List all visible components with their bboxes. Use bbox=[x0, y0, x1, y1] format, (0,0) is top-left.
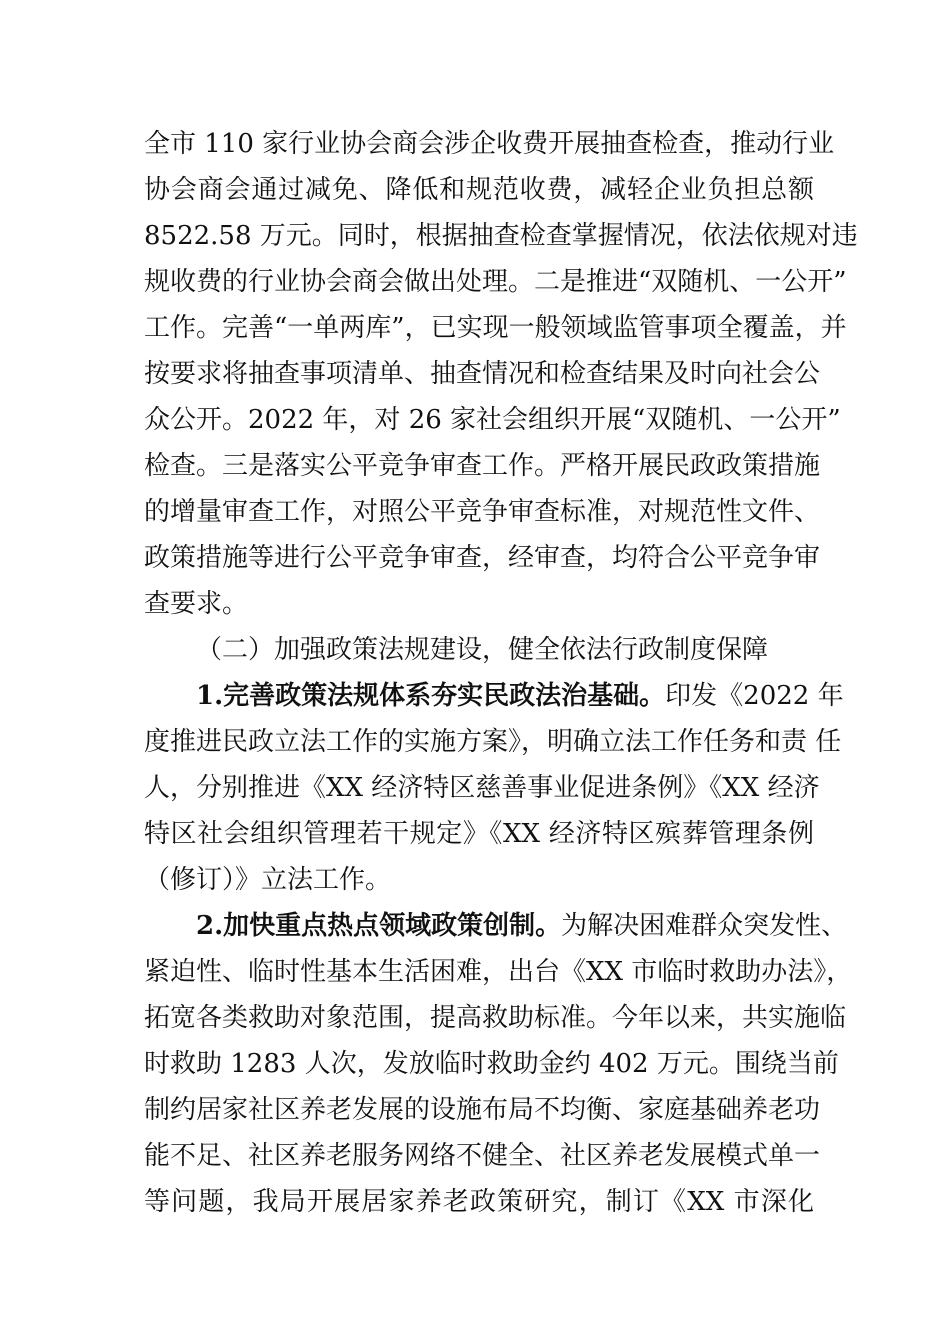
item-2-first-line bbox=[196, 903, 848, 949]
paragraph-line: 能不足、社区养老服务网络不健全、社区养老发展模式单一 bbox=[144, 1141, 821, 1171]
paragraph-line: 规收费的行业协会商会做出处理。二是推进“双随机、一公开” bbox=[144, 267, 847, 297]
paragraph-line: 工作。完善“一单两库”，已实现一般领域监管事项全覆盖，并 bbox=[144, 313, 847, 343]
item-1-title: 1.完善政策法规体系夯实民政法治基础。 bbox=[196, 681, 666, 711]
paragraph-line: 紧迫性、临时性基本生活困难，出台《XX 市临时救助办法》， bbox=[144, 957, 853, 987]
item-2-title: 2.加快重点热点领域政策创制。 bbox=[196, 911, 562, 941]
paragraph-line: 的增量审查工作，对照公平竞争审查标准，对规范性文件、 bbox=[144, 497, 821, 527]
paragraph-line: 特区社会组织管理若干规定》《XX 经济特区殡葬管理条例 bbox=[144, 819, 814, 849]
paragraph-line: （修订）》立法工作。 bbox=[144, 865, 392, 895]
paragraph-line: 制约居家社区养老发展的设施布局不均衡、家庭基础养老功 bbox=[144, 1095, 821, 1125]
item-1-first-line bbox=[196, 673, 844, 719]
paragraph-line: 查要求。 bbox=[144, 589, 249, 619]
paragraph-line: 拓宽各类救助对象范围，提高救助标准。今年以来，共实施临 bbox=[144, 1003, 847, 1033]
paragraph-line: 政策措施等进行公平竞争审查，经审查，均符合公平竞争审 bbox=[144, 543, 821, 573]
item-1-first-line-text: 印发《2022 年 bbox=[665, 681, 844, 711]
paragraph-line: 全市 110 家行业协会商会涉企收费开展抽查检查，推动行业 bbox=[144, 129, 835, 159]
paragraph-line: 众公开。2022 年，对 26 家社会组织开展“双随机、一公开” bbox=[144, 405, 841, 435]
paragraph-line: 度推进民政立法工作的实施方案》，明确立法工作任务和责 任 bbox=[144, 727, 842, 757]
paragraph-line: 8522.58 万元。同时，根据抽查检查掌握情况，依法依规对违 bbox=[144, 221, 858, 251]
paragraph-line: 协会商会通过减免、降低和规范收费，减轻企业负担总额 bbox=[144, 175, 814, 205]
paragraph-line: 时救助 1283 人次，发放临时救助金约 402 万元。围绕当前 bbox=[144, 1049, 839, 1079]
item-2-first-line-text: 为解决困难群众突发性、 bbox=[561, 911, 848, 941]
section-heading: （二）加强政策法规建设，健全依法行政制度保障 bbox=[196, 635, 769, 665]
paragraph-line: 等问题，我局开展居家养老政策研究，制订《XX 市深化 bbox=[144, 1187, 814, 1217]
paragraph-line: 检查。三是落实公平竞争审查工作。严格开展民政政策措施 bbox=[144, 451, 821, 481]
paragraph-line: 人，分别推进《XX 经济特区慈善事业促进条例》《XX 经济 bbox=[144, 773, 820, 803]
paragraph-line: 按要求将抽查事项清单、抽查情况和检查结果及时向社会公 bbox=[144, 359, 821, 389]
